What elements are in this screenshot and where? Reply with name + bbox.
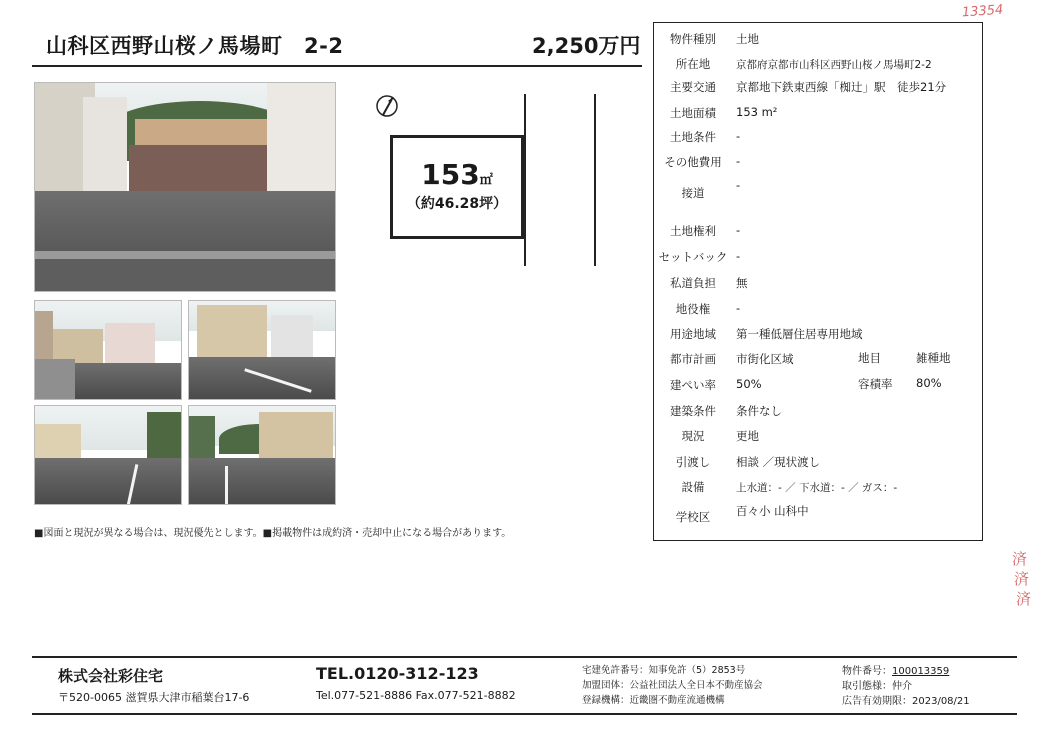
spec-label: 都市計画 (670, 352, 716, 366)
spec-label: セットバック (658, 250, 728, 264)
spec-value: - (736, 154, 741, 168)
spec-value: 百々小 山科中 (736, 504, 809, 518)
spec-label: 用途地域 (670, 327, 716, 341)
property-number-value: 100013359 (892, 666, 950, 677)
main-photo (34, 82, 336, 292)
spec-value: 上水道：- ／ 下水道：- ／ ガス：- (736, 482, 898, 494)
property-number (842, 662, 949, 677)
spec-value: 条件なし (736, 404, 782, 418)
spec-label: 私道負担 (670, 276, 716, 290)
spec-label: 引渡し (675, 455, 711, 469)
company-tel-fax: Tel.077-521-8886 Fax.077-521-8882 (316, 689, 516, 702)
spec-label: 設備 (681, 480, 705, 494)
spec-value: 50% (736, 377, 762, 391)
registry: 登録機構：近畿圏不動産流通機構 (582, 695, 725, 706)
company-name: 株式会社彩住宅 (58, 667, 164, 685)
spec-label: 接道 (681, 186, 705, 200)
road-boundary-line (594, 94, 596, 266)
property-number-label: 物件番号： (842, 666, 892, 677)
spec-label: 主要交通 (670, 80, 716, 94)
handwritten-reference: 13354 (961, 2, 1004, 21)
photo-street-2 (188, 300, 336, 400)
spec-label: 現況 (681, 429, 705, 443)
spec-label: 土地面積 (670, 106, 716, 120)
association: 加盟団体：公益社団法人全日本不動産協会 (582, 680, 763, 691)
lot-area: 153㎡ (421, 158, 493, 191)
handwritten-mark: 済 (1012, 550, 1028, 568)
spec-value: 更地 (736, 429, 759, 443)
north-arrow-icon (374, 93, 400, 119)
company-address: 〒520-0065 滋賀県大津市稲葉台17-6 (58, 691, 250, 704)
photo-street-4 (188, 405, 336, 505)
spec-value: - (736, 178, 741, 192)
road-boundary-line (524, 94, 526, 266)
spec-sub-label: 容積率 (858, 377, 893, 391)
spec-value: 市街化区域 (736, 352, 794, 366)
spec-value: - (736, 249, 741, 263)
handwritten-mark: 済 (1014, 570, 1030, 588)
spec-value: 153 m² (736, 105, 778, 119)
spec-label: 土地条件 (670, 130, 716, 144)
company-phone[interactable]: TEL.0120-312-123 (316, 664, 479, 683)
spec-value: 土地 (736, 32, 759, 46)
spec-value: 相談 ／現状渡し (736, 455, 821, 469)
page-title: 山科区西野山桜ノ馬場町 2-2 (46, 34, 344, 58)
photo-street-1 (34, 300, 182, 400)
spec-value: - (736, 129, 741, 143)
license-number: 宅建免許番号：知事免許（5）2853号 (582, 665, 746, 676)
spec-sub-value: 雑種地 (916, 351, 951, 365)
spec-label: 物件種別 (670, 32, 716, 46)
lot-plan (390, 135, 524, 239)
spec-label: 土地権利 (670, 224, 716, 238)
disclaimer-note: ■図面と現況が異なる場合は、現況優先とします。■掲載物件は成約済・売却中止になる場合があります。 (34, 528, 512, 539)
footer-divider (32, 713, 1017, 715)
spec-table (653, 22, 983, 541)
spec-value: - (736, 223, 741, 237)
spec-label: 所在地 (675, 57, 711, 71)
ad-deadline: 広告有効期限：2023/08/21 (842, 696, 970, 707)
spec-value: - (736, 301, 741, 315)
spec-sub-label: 地目 (858, 351, 881, 365)
price: 2,250万円 (532, 34, 641, 58)
spec-label: その他費用 (664, 155, 722, 169)
header-divider (32, 65, 642, 67)
spec-value: 京都府京都市山科区西野山桜ノ馬場町2-2 (736, 59, 932, 71)
spec-label: 建築条件 (670, 404, 716, 418)
spec-sub-value: 80% (916, 376, 942, 390)
spec-value: 京都地下鉄東西線「椥辻」駅 徒歩21分 (736, 80, 947, 94)
footer-divider (32, 656, 1017, 658)
handwritten-mark: 済 (1016, 590, 1032, 608)
spec-value: 第一種低層住居専用地域 (736, 327, 863, 341)
spec-label: 建ぺい率 (670, 378, 716, 392)
spec-value: 無 (736, 276, 748, 290)
lot-area-tsubo: （約46.28坪） (406, 196, 508, 212)
transaction-type: 取引態様：仲介 (842, 681, 912, 692)
photo-street-3 (34, 405, 182, 505)
spec-label: 地役権 (675, 302, 711, 316)
spec-label: 学校区 (675, 510, 711, 524)
